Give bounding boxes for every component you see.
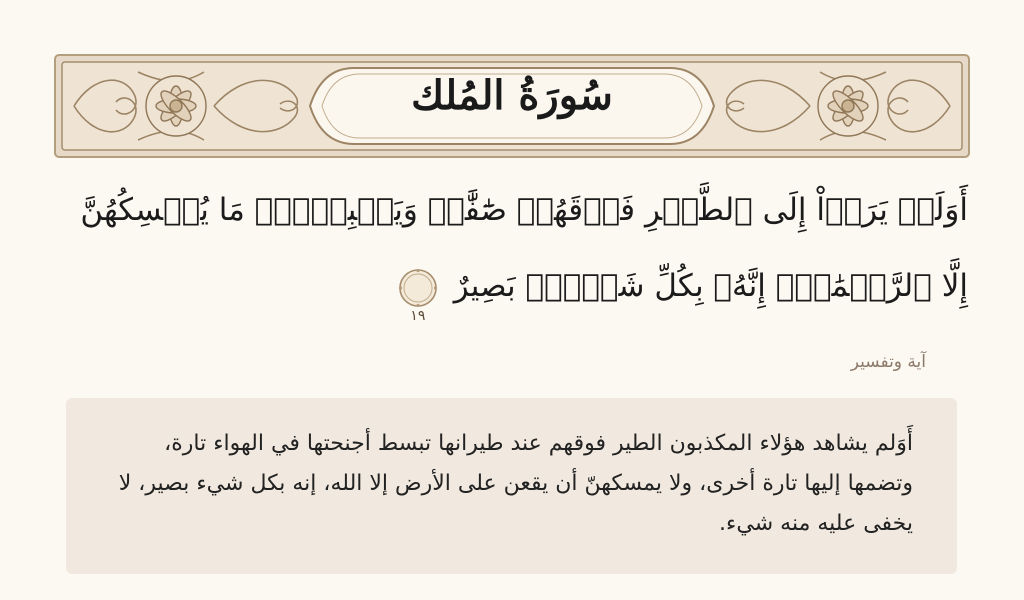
tafsir-card[interactable] (66, 398, 957, 574)
verse-and-tafsir-label: آية وتفسير (850, 352, 926, 372)
ayah-number-marker (398, 268, 438, 324)
surah-header-banner (54, 54, 970, 158)
verse-text: أَوَلَمۡ يَرَوۡاْ إِلَى ٱلطَّيۡرِ فَوۡقَهُمۡ صَٰٓفَّٰتٖ وَيَقۡبِضۡنَۚ مَا يُمۡسِكُهُنَّ إِلَّا ٱلرَّحۡمَٰنُۚ إِنَّهُۥ بِكُلِّ شَيۡءِۭ بَصِيرٌ (80, 192, 968, 304)
verse-block[interactable] (56, 172, 968, 324)
tafsir-text: أَوَلم يشاهد هؤلاء المكذبون الطير فوقهم عند طيرانها تبسط أجنحتها في الهواء تارة، وتضمها إليها تارة أخرى، ولا يمسكهنّ أن يقعن على الأرض إلا الله، إنه بكل شيء بصير، لا يخفى عليه منه شيء. (118, 431, 913, 536)
ayah-number: ١٩ (410, 307, 426, 324)
surah-title: سُورَةُ المُلك (411, 72, 613, 119)
